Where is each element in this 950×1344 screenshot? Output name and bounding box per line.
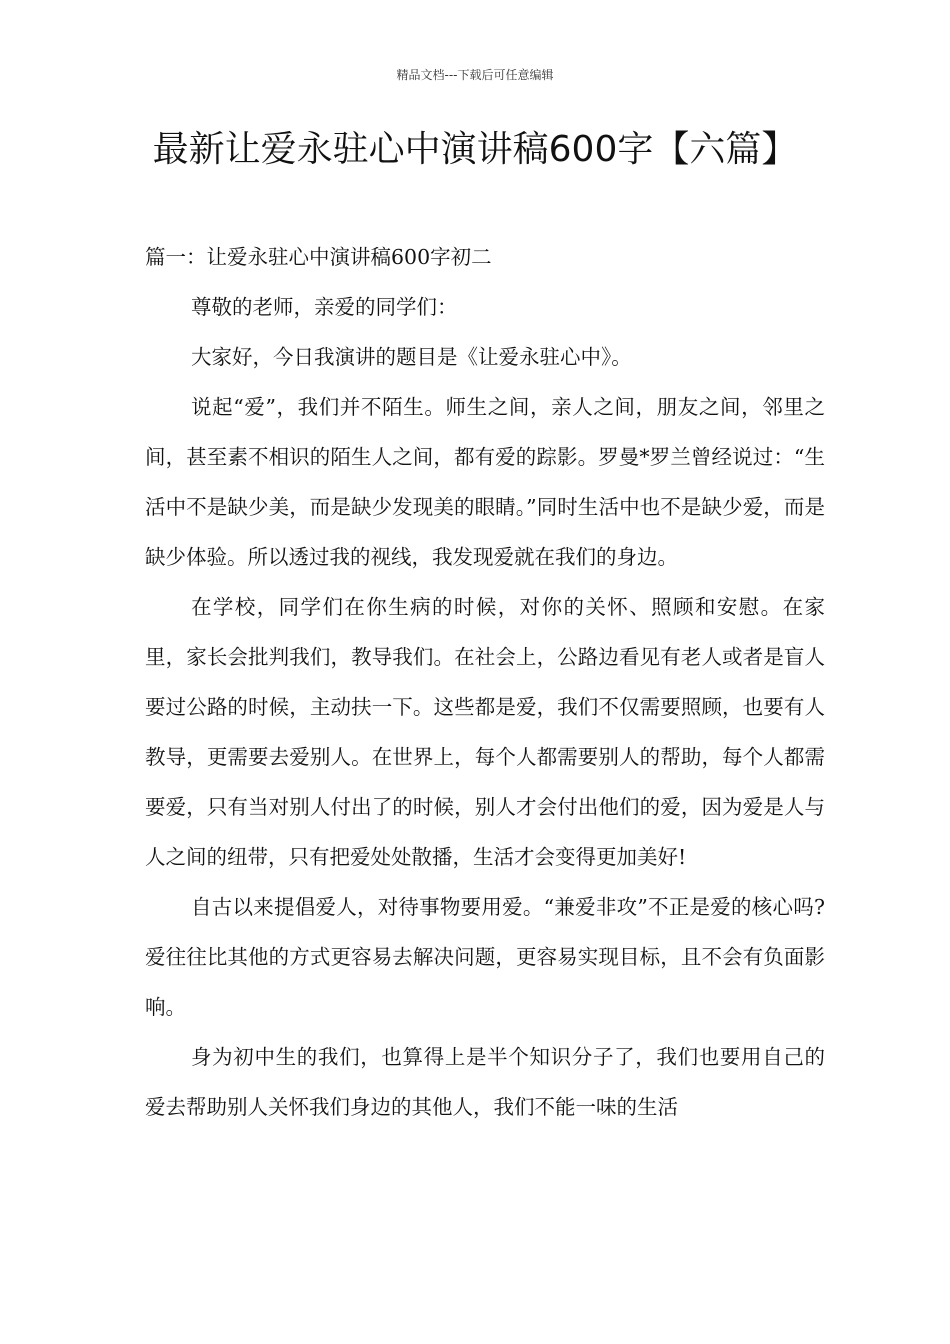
paragraph: 在学校，同学们在你生病的时候，对你的关怀、照顾和安慰。在家里，家长会批判我们，教导我们。在社会上，公路边看见有老人或者是盲人要过公路的时候，主动扶一下。这些都是爱，我们不仅需要照顾，也要有人教导，更需要去爱别人。在世界上，每个人都需要别人的帮助，每个人都需要爱，只有当对别人付出了的时候，别人才会付出他们的爱，因为爱是人与人之间的纽带，只有把爱处处散播，生活才会变得更加美好! <box>145 595 825 869</box>
paragraph-intro: 大家好，今日我演讲的题目是《让爱永驻心中》。 <box>191 345 632 369</box>
paragraph: 说起“爱”，我们并不陌生。师生之间，亲人之间，朋友之间，邻里之间，甚至素不相识的陌生人之间，都有爱的踪影。罗曼*罗兰曾经说过：“生活中不是缺少美，而是缺少发现美的眼睛。”同时生活中也不是缺少爱，而是缺少体验。所以透过我的视线，我发现爱就在我们的身边。 <box>145 395 825 569</box>
document-title: 最新让爱永驻心中演讲稿600字【六篇】 <box>152 129 798 170</box>
paragraph: 身为初中生的我们，也算得上是半个知识分子了，我们也要用自己的爱去帮助别人关怀我们身边的其他人，我们不能一味的生活 <box>145 1045 825 1119</box>
section-heading: 篇一：让爱永驻心中演讲稿600字初二 <box>145 245 492 269</box>
document-body <box>145 232 825 1132</box>
paragraph: 自古以来提倡爱人，对待事物要用爱。“兼爱非攻”不正是爱的核心吗?爱往往比其他的方式更容易去解决问题，更容易实现目标，且不会有负面影响。 <box>145 895 825 1019</box>
paragraph-greeting: 尊敬的老师，亲爱的同学们： <box>191 295 458 319</box>
header-note: 精品文档---下载后可任意编辑 <box>396 68 554 82</box>
